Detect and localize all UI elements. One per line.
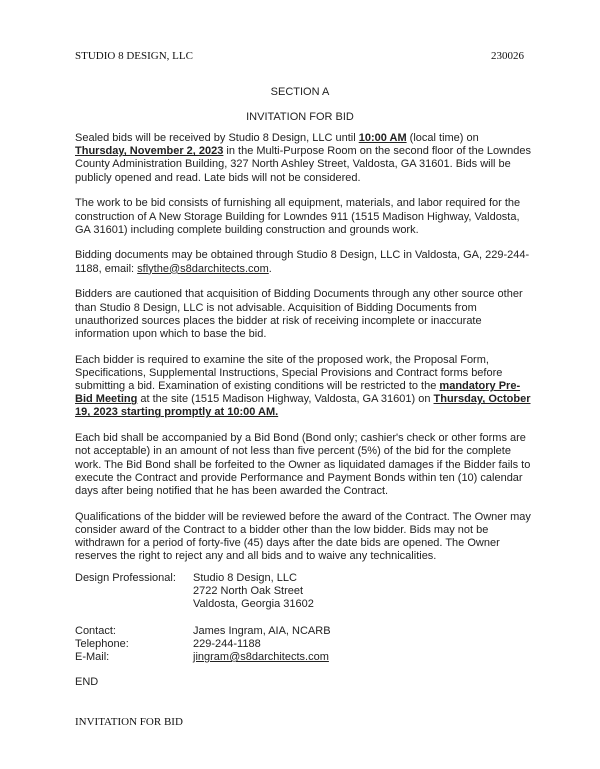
paragraph-caution: Bidders are cautioned that acquisition of Bidding Documents through any other source other than Studio 8 Design, LLC is not advisable. Acquisition of Bidding Documents from unauthorized sources places the bidder at risk of receiving incomplete or inaccurate information upon which to base the bid. [75, 288, 523, 340]
contact-label: Contact: [75, 624, 116, 637]
bid-date: Thursday, November 2, 2023 [75, 145, 224, 158]
paragraph-documents [75, 249, 531, 275]
text: Each bidder is required to examine the site of the proposed work, the Proposal Form, Specifications, Supplemental Instructions, Special Provisions and Contract forms before submitting a bid. Examination of existing conditions will be restricted to the [75, 353, 503, 393]
contact-block [75, 572, 331, 664]
design-line: Studio 8 Design, LLC [193, 572, 297, 584]
text: . [268, 262, 272, 275]
email-link[interactable]: sflythe@s8darchitects.com [137, 262, 269, 275]
section-heading: SECTION A [270, 86, 330, 98]
prebid-meeting: mandatory Pre-Bid Meeting [75, 380, 521, 406]
text: Sealed bids will be received by Studio 8 Design, LLC until [75, 132, 359, 144]
prebid-date: Thursday, October 19, 2023 starting promptly at 10:00 AM. [75, 393, 531, 419]
phone-value: 229-244-1188 [193, 637, 261, 650]
end-marker: END [75, 676, 99, 688]
document-body [75, 132, 531, 576]
email-value-link[interactable]: jingram@s8darchitects.com [193, 651, 329, 664]
paragraph-site-exam [75, 354, 531, 420]
email-label: E-Mail: [75, 651, 110, 664]
text: (local time) on [406, 132, 479, 144]
page-footer: INVITATION FOR BID [75, 716, 183, 728]
bid-time: 10:00 AM [358, 132, 407, 144]
paragraph-scope: The work to be bid consists of furnishing all equipment, materials, and labor required for the construction of A New Storage Building for Lowndes 911 (1515 Madison Highway, Valdosta, GA 31601) including complete building construction and grounds work. [75, 197, 521, 236]
phone-label: Telephone: [75, 637, 129, 650]
design-line: Valdosta, Georgia 31602 [193, 598, 314, 611]
paragraph-qualifications: Qualifications of the bidder will be reviewed before the award of the Contract. The Owner may consider award of the Contract to a bidder other than the low bidder. Bids may not be withdrawn for a period of forty-five (45) days after the date bids are opened. The Owner reserves the right to reject any and all bids and to waive any technicalities. [75, 510, 531, 563]
design-label: Design Professional: [75, 572, 176, 584]
text: at the site (1515 Madison Highway, Valdosta, GA 31601) on [137, 393, 434, 406]
paragraph-bid-deadline [75, 132, 531, 185]
page-title: INVITATION FOR BID [246, 111, 354, 123]
text: Bidding documents may be obtained through Studio 8 Design, LLC in Valdosta, GA, 229-244-1188, email: [75, 249, 530, 275]
text: in the Multi-Purpose Room on the second floor of the Lowndes County Administration Building, 327 North Ashley Street, Valdosta, GA 31601. Bids will be publicly opened and read. Late bids will not be considered. [75, 145, 531, 184]
project-number: 230026 [491, 50, 524, 62]
design-line: 2722 North Oak Street [193, 585, 304, 598]
contact-value: James Ingram, AIA, NCARB [193, 624, 331, 637]
paragraph-bid-bond: Each bid shall be accompanied by a Bid Bond (Bond only; cashier's check or other forms are not acceptable) in an amount of not less than five percent (5%) of the bid for the complete work. The Bid Bond shall be forfeited to the Owner as liquidated damages if the Bidder fails to execute the Contract and provide Performance and Payment Bonds within ten (10) calendar days after being notified that he has been awarded the Contract. [75, 432, 531, 497]
company-header: STUDIO 8 DESIGN, LLC [75, 50, 193, 62]
